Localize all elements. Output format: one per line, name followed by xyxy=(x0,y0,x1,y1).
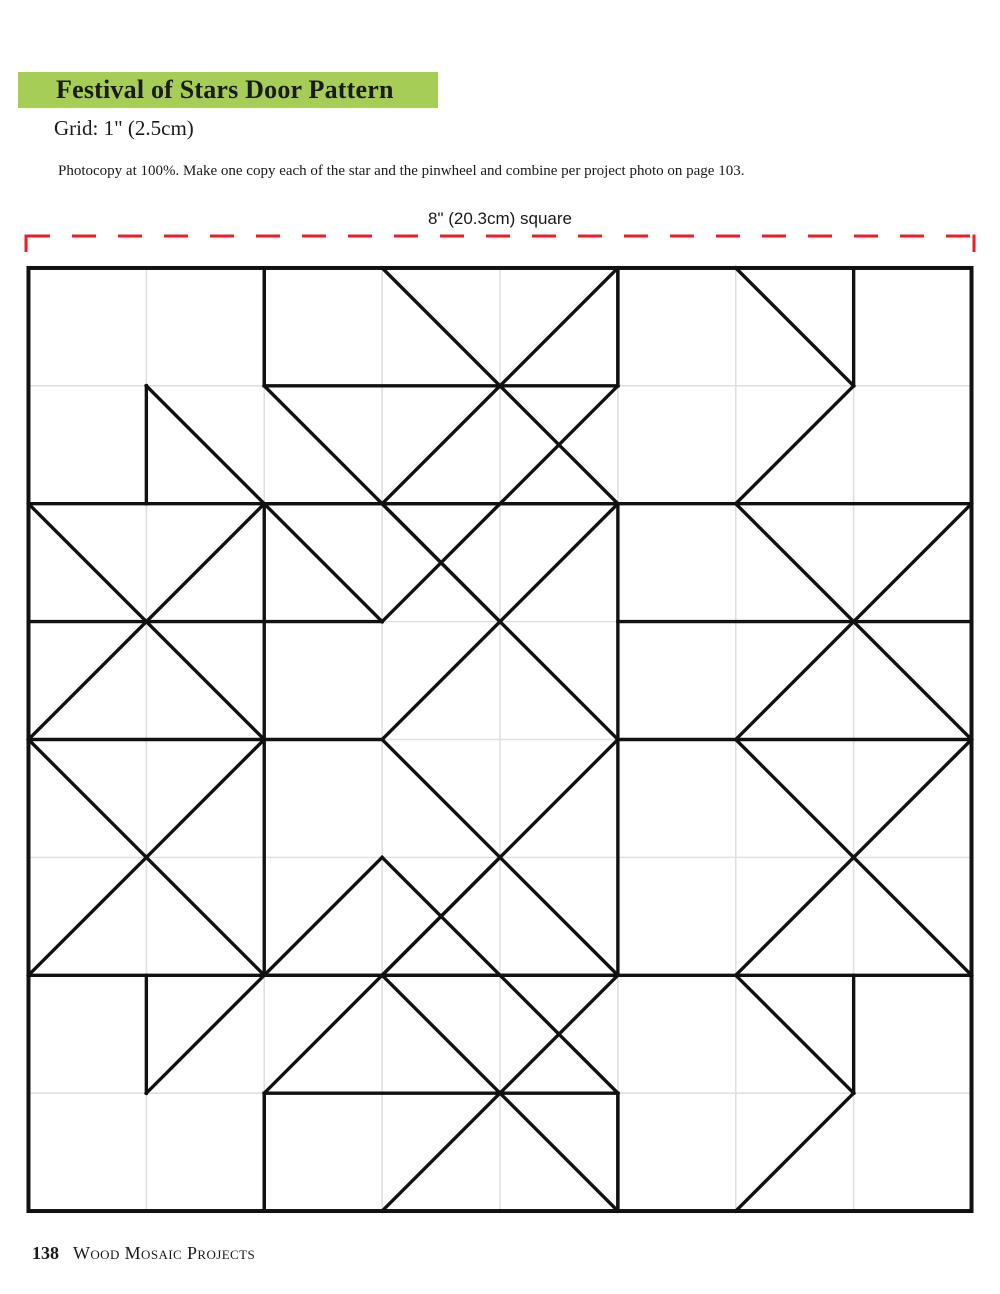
trim-guide-group xyxy=(26,235,974,253)
dimension-label: 8" (20.3cm) square xyxy=(428,209,572,228)
footer-page-number: 138 xyxy=(32,1243,59,1263)
trim-guide-dashed-line xyxy=(0,228,1000,260)
page-title: Festival of Stars Door Pattern xyxy=(56,75,394,104)
quilt-pattern-diagram xyxy=(22,262,978,1217)
instructions-text: Photocopy at 100%. Make one copy each of the star and the pinwheel and combine per project photo on page 103. xyxy=(58,163,745,179)
footer xyxy=(32,1243,255,1264)
grid-spec-label: Grid: 1" (2.5cm) xyxy=(54,116,194,140)
footer-book-title: Wood Mosaic Projects xyxy=(73,1243,256,1263)
